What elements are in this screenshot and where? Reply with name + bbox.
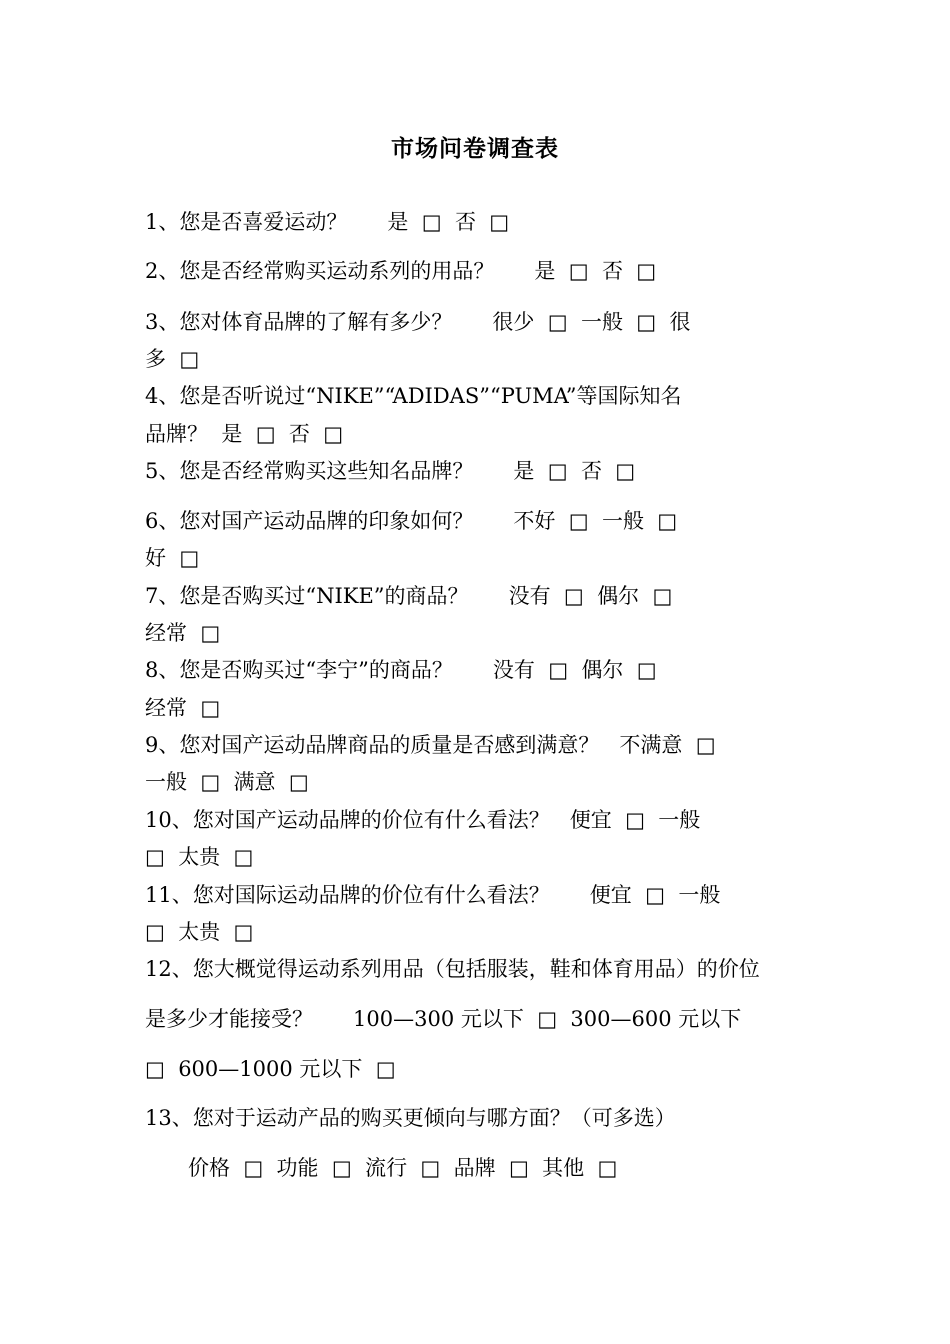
question-line-11: 经常 □ (145, 621, 221, 645)
question-line-1: 1、您是否喜爱运动？ 是 □ 否 □ (145, 210, 510, 234)
question-line-15: 一般 □ 满意 □ (145, 770, 309, 794)
question-line-2: 2、您是否经常购买运动系列的用品？ 是 □ 否 □ (145, 259, 657, 283)
question-line-7: 5、您是否经常购买这些知名品牌？ 是 □ 否 □ (145, 459, 636, 483)
question-line-16: 10、您对国产运动品牌的价位有什么看法？ 便宜 □ 一般 (145, 808, 701, 832)
question-line-21: 是多少才能接受？ 100—300 元以下 □ 300—600 元以下 (145, 1007, 742, 1031)
question-line-9: 好 □ (145, 546, 200, 570)
question-line-14: 9、您对国产运动品牌商品的质量是否感到满意？ 不满意 □ (145, 733, 716, 757)
question-line-5: 4、您是否听说过“NIKE”“ADIDAS”“PUMA”等国际知名 (145, 384, 682, 408)
question-line-22: □ 600—1000 元以下 □ (145, 1057, 396, 1081)
question-line-17: □ 太贵 □ (145, 845, 254, 869)
question-line-12: 8、您是否购买过“李宁”的商品？ 没有 □ 偶尔 □ (145, 658, 657, 682)
question-line-23: 13、您对于运动产品的购买更倾向与哪方面？（可多选） (145, 1106, 676, 1130)
question-line-4: 多 □ (145, 347, 200, 371)
question-line-20: 12、您大概觉得运动系列用品（包括服装，鞋和体育用品）的价位 (145, 957, 760, 981)
question-line-18: 11、您对国际运动品牌的价位有什么看法？ 便宜 □ 一般 (145, 883, 721, 907)
question-line-8: 6、您对国产运动品牌的印象如何？ 不好 □ 一般 □ (145, 509, 678, 533)
page-title: 市场问卷调查表 (391, 135, 559, 162)
question-line-6: 品牌？ 是 □ 否 □ (145, 422, 344, 446)
question-line-19: □ 太贵 □ (145, 920, 254, 944)
question-line-24: 价格 □ 功能 □ 流行 □ 品牌 □ 其他 □ (188, 1156, 618, 1180)
question-line-3: 3、您对体育品牌的了解有多少？ 很少 □ 一般 □ 很 (145, 310, 691, 334)
question-line-13: 经常 □ (145, 696, 221, 720)
question-line-10: 7、您是否购买过“NIKE”的商品？ 没有 □ 偶尔 □ (145, 584, 673, 608)
